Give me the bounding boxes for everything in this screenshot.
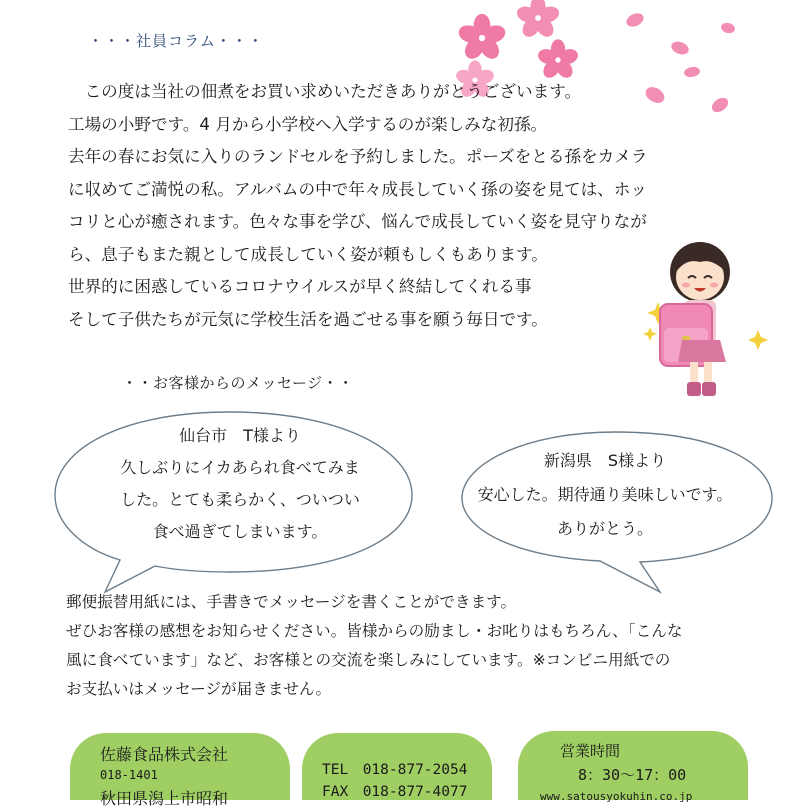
note-line: 郵便振替用紙には、手書きでメッセージを書くことができます。 <box>66 593 517 611</box>
note-line: 風に食べています」など、お客様との交流を楽しみにしています。※コンビニ用紙での <box>66 651 671 669</box>
messages-title: ・・お客様からのメッセージ・・ <box>122 374 354 392</box>
column-line: ら、息子もまた親として成長していく姿が頼もしくもあります。 <box>68 244 548 264</box>
bubble-left-line: 食べ過ぎてしまいます。 <box>152 522 328 541</box>
column-line: そして子供たちが元気に学校生活を過ごせる事を願う毎日です。 <box>68 309 548 329</box>
sparkle-icon <box>748 330 768 350</box>
bubble-left-from: 仙台市 T様より <box>179 426 301 445</box>
postal-note <box>66 588 766 704</box>
column-line: 世界的に困惑しているコロナウイルスが早く終結してくれる事 <box>68 277 532 296</box>
tel-number: TEL 018-877-2054 <box>322 762 468 778</box>
column-line: コリと心が癒されます。色々な事を学び、悩んで成長していく姿を見守りなが <box>68 212 647 231</box>
bubble-right-line: 安心した。期待通り美味しいです。 <box>477 485 733 504</box>
hours-label: 営業時間 <box>560 742 621 760</box>
business-hours: 8：30～17：00 <box>578 766 687 784</box>
company-name: 佐藤食品株式会社 <box>100 745 229 764</box>
note-line: ぜひお客様の感想をお知らせください。皆様からの励まし・お叱りはもちろん、「こんな <box>66 622 683 640</box>
column-line: 去年の春にお気に入りのランドセルを予約しました。ポーズをとる孫をカメラ <box>68 147 648 166</box>
fax-number: FAX 018-877-4077 <box>322 784 468 800</box>
column-title: ・・・社員コラム・・・ <box>88 32 264 50</box>
company-address: 秋田県潟上市昭和 <box>100 789 229 808</box>
website-url[interactable]: www.satousyokuhin.co.jp <box>540 790 693 803</box>
blossom-2 <box>515 0 561 40</box>
blossom-1 <box>456 14 507 63</box>
sparkle-icon <box>643 327 657 341</box>
company-postal: 018-1401 <box>100 768 158 782</box>
bubble-left-text <box>60 420 420 548</box>
column-body <box>68 76 678 336</box>
blossom-4 <box>536 39 580 81</box>
column-line: 工場の小野です。4 月から小学校へ入学するのが楽しみな初孫。 <box>68 114 548 134</box>
bubble-left-line: した。とても柔らかく、ついつい <box>120 490 360 509</box>
column-line: に収めてご満悦の私。アルバムの中で年々成長していく孫の姿を見ては、ホッ <box>68 179 647 199</box>
column-line: この度は当社の佃煮をお買い求めいただきありがとうございます。 <box>68 82 582 101</box>
girl-with-backpack-illustration <box>640 232 780 417</box>
bubble-right-from: 新潟県 S様より <box>543 451 667 470</box>
bubble-right-line: ありがとう。 <box>556 519 653 538</box>
bubble-left-line: 久しぶりにイカあられ食べてみま <box>120 458 360 477</box>
bubble-right-text <box>455 444 755 546</box>
note-line: お支払いはメッセージが届きません。 <box>66 680 332 698</box>
